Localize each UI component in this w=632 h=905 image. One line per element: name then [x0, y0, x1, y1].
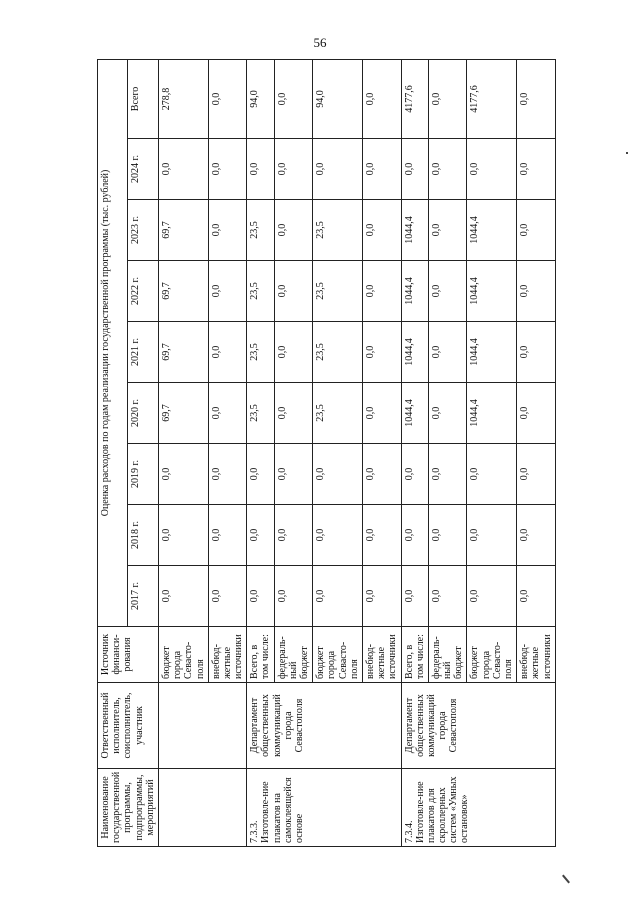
value-cell: 0,0	[428, 200, 467, 261]
value-cell: 0,0	[247, 566, 274, 627]
scan-mark	[626, 152, 628, 154]
value-cell: 23,5	[313, 383, 363, 444]
value-cell: 0,0	[517, 139, 556, 200]
value-cell: 0,0	[158, 444, 208, 505]
value-cell: 0,0	[362, 383, 401, 444]
header-year: 2024 г.	[128, 139, 158, 200]
value-cell: 0,0	[274, 139, 313, 200]
value-cell: 0,0	[362, 261, 401, 322]
source-cell: бюджет города Севасто-поля	[313, 627, 363, 683]
value-cell: 0,0	[517, 444, 556, 505]
value-cell: 69,7	[158, 261, 208, 322]
table-row	[247, 59, 274, 846]
header-source: Источник финанси-рования	[98, 627, 159, 683]
total-cell: 0,0	[428, 59, 467, 138]
value-cell: 23,5	[247, 322, 274, 383]
value-cell: 0,0	[208, 139, 247, 200]
value-cell: 0,0	[467, 444, 517, 505]
value-cell: 1044,4	[467, 322, 517, 383]
value-cell: 0,0	[274, 505, 313, 566]
value-cell: 0,0	[428, 566, 467, 627]
value-cell: 0,0	[274, 566, 313, 627]
total-cell: 94,0	[313, 59, 363, 138]
total-cell: 0,0	[362, 59, 401, 138]
value-cell: 0,0	[274, 261, 313, 322]
value-cell: 0,0	[467, 505, 517, 566]
value-cell: 0,0	[428, 383, 467, 444]
value-cell: 0,0	[467, 566, 517, 627]
header-year: 2021 г.	[128, 322, 158, 383]
table-row	[158, 59, 208, 846]
value-cell: 0,0	[428, 322, 467, 383]
source-cell: внебюд-жетные источники	[517, 627, 556, 683]
total-cell: 4177,6	[401, 59, 428, 138]
value-cell: 0,0	[208, 383, 247, 444]
value-cell: 0,0	[362, 200, 401, 261]
total-cell: 0,0	[208, 59, 247, 138]
value-cell: 0,0	[517, 261, 556, 322]
value-cell: 0,0	[362, 139, 401, 200]
value-cell: 69,7	[158, 383, 208, 444]
source-cell: Всего, в том числе:	[247, 627, 274, 683]
value-cell: 0,0	[208, 200, 247, 261]
executor-cell-empty	[158, 683, 246, 769]
value-cell: 0,0	[313, 139, 363, 200]
source-cell: федераль-ный бюджет	[428, 627, 467, 683]
header-executor: Ответственный исполнитель, соисполнитель, участник	[98, 683, 159, 769]
value-cell: 0,0	[428, 505, 467, 566]
value-cell: 23,5	[247, 200, 274, 261]
value-cell: 0,0	[208, 444, 247, 505]
source-cell: Всего, в том числе:	[401, 627, 428, 683]
total-cell: 94,0	[247, 59, 274, 138]
value-cell: 23,5	[313, 322, 363, 383]
total-cell: 0,0	[517, 59, 556, 138]
value-cell: 0,0	[208, 566, 247, 627]
value-cell: 0,0	[274, 200, 313, 261]
value-cell: 0,0	[247, 139, 274, 200]
value-cell: 0,0	[467, 139, 517, 200]
header-year: 2020 г.	[128, 383, 158, 444]
value-cell: 0,0	[517, 566, 556, 627]
executor-name: Департамент общественных коммуникаций города Севастополя	[247, 683, 401, 769]
source-cell: бюджет города Севасто-поля	[158, 627, 208, 683]
value-cell: 0,0	[362, 444, 401, 505]
value-cell: 0,0	[428, 139, 467, 200]
value-cell: 23,5	[313, 261, 363, 322]
header-year: 2023 г.	[128, 200, 158, 261]
header-year: 2019 г.	[128, 444, 158, 505]
value-cell: 0,0	[313, 505, 363, 566]
page-number: 56	[313, 35, 327, 50]
value-cell: 1044,4	[401, 383, 428, 444]
value-cell: 0,0	[362, 505, 401, 566]
value-cell: 1044,4	[401, 322, 428, 383]
value-cell: 1044,4	[467, 383, 517, 444]
source-cell: внебюд-жетные источники	[362, 627, 401, 683]
value-cell: 0,0	[158, 505, 208, 566]
event-name: 7.3.3. Изготовле-ние плакатов на самоклеящейся основе	[247, 769, 401, 847]
value-cell: 0,0	[313, 444, 363, 505]
budget-table	[97, 59, 556, 847]
value-cell: 0,0	[208, 322, 247, 383]
total-cell: 4177,6	[467, 59, 517, 138]
value-cell: 1044,4	[401, 261, 428, 322]
header-year: 2017 г.	[128, 566, 158, 627]
value-cell: 0,0	[517, 505, 556, 566]
value-cell: 0,0	[158, 139, 208, 200]
event-name: 7.3.4. Изготовле-ние плакатов для скроллерных систем «Умных остановок»	[401, 769, 555, 847]
value-cell: 69,7	[158, 200, 208, 261]
value-cell: 0,0	[208, 505, 247, 566]
header-estimate: Оценка расходов по годам реализации государственной программы (тыс. рублей)	[98, 59, 128, 626]
value-cell: 1044,4	[401, 200, 428, 261]
header-year: 2022 г.	[128, 261, 158, 322]
total-cell: 0,0	[274, 59, 313, 138]
value-cell: 0,0	[362, 566, 401, 627]
value-cell: 23,5	[247, 261, 274, 322]
header-row-1	[98, 59, 128, 846]
table-container	[97, 60, 597, 847]
scan-mark	[562, 875, 570, 884]
value-cell: 0,0	[247, 444, 274, 505]
value-cell: 0,0	[274, 383, 313, 444]
value-cell: 0,0	[247, 505, 274, 566]
value-cell: 0,0	[401, 505, 428, 566]
value-cell: 0,0	[401, 444, 428, 505]
total-cell: 278,8	[158, 59, 208, 138]
value-cell: 0,0	[517, 383, 556, 444]
rotated-table	[97, 60, 597, 847]
value-cell: 0,0	[428, 261, 467, 322]
executor-name: Департамент общественных коммуникаций города Севастополя	[401, 683, 555, 769]
value-cell: 0,0	[362, 322, 401, 383]
value-cell: 0,0	[313, 566, 363, 627]
value-cell: 0,0	[208, 261, 247, 322]
source-cell: внебюд-жетные источники	[208, 627, 247, 683]
value-cell: 23,5	[247, 383, 274, 444]
source-cell: федераль-ный бюджет	[274, 627, 313, 683]
value-cell: 0,0	[401, 566, 428, 627]
value-cell: 0,0	[274, 444, 313, 505]
source-cell: бюджет города Севасто-поля	[467, 627, 517, 683]
header-name: Наименование государственной программы, подпрограммы, мероприятий	[98, 769, 159, 847]
value-cell: 69,7	[158, 322, 208, 383]
value-cell: 1044,4	[467, 261, 517, 322]
value-cell: 0,0	[158, 566, 208, 627]
event-cell-empty	[158, 769, 246, 847]
header-total: Всего	[128, 59, 158, 138]
value-cell: 0,0	[274, 322, 313, 383]
value-cell: 23,5	[313, 200, 363, 261]
value-cell: 0,0	[401, 139, 428, 200]
value-cell: 1044,4	[467, 200, 517, 261]
header-year: 2018 г.	[128, 505, 158, 566]
table-row	[401, 59, 428, 846]
value-cell: 0,0	[428, 444, 467, 505]
value-cell: 0,0	[517, 322, 556, 383]
value-cell: 0,0	[517, 200, 556, 261]
